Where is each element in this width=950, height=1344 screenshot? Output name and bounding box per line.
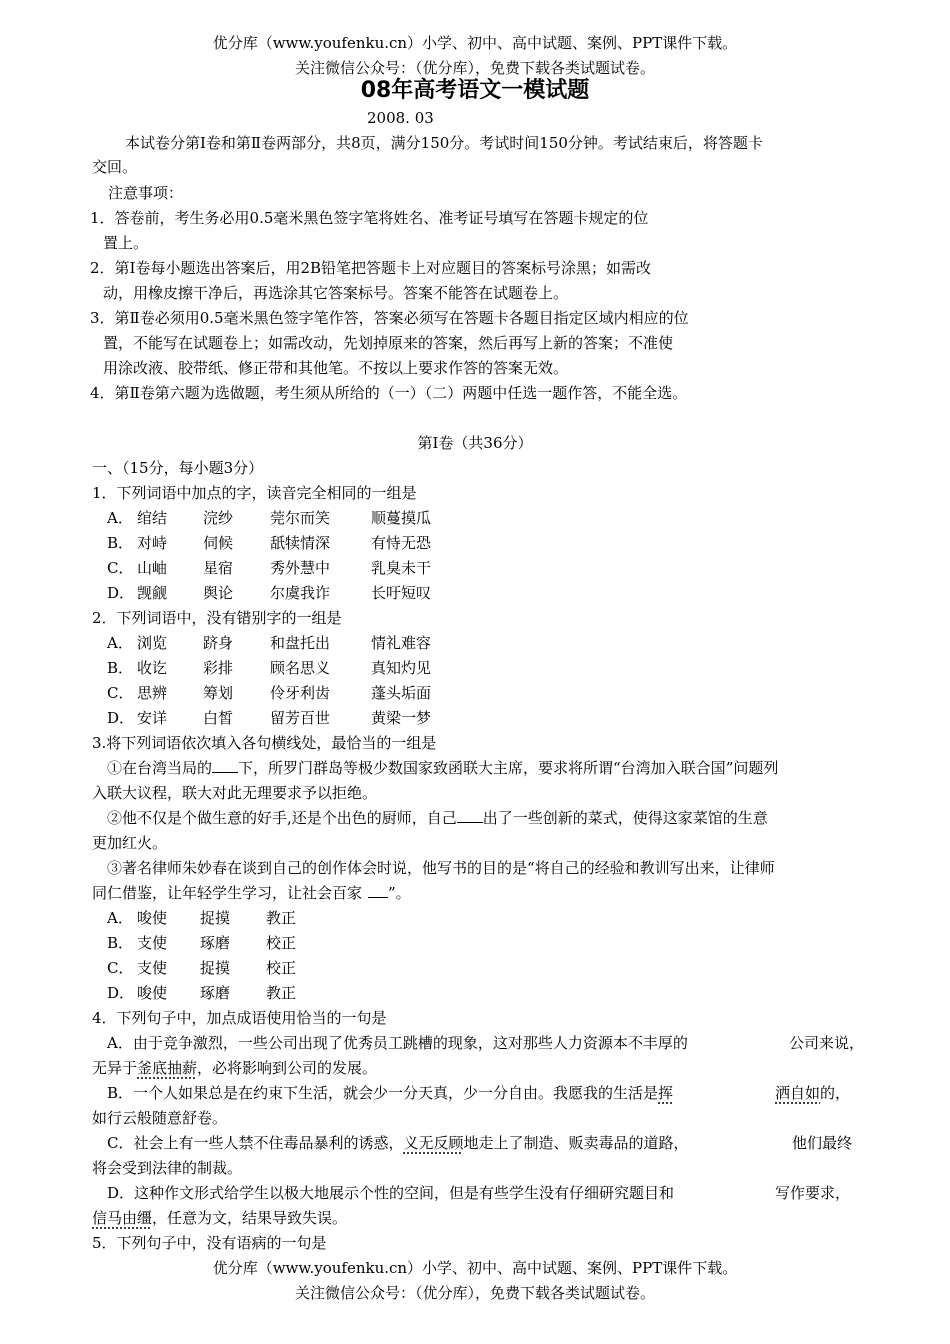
- intro-line-1: 本试卷分第Ⅰ卷和第Ⅱ卷两部分，共8页，满分150分。考试时间150分钟。考试结束后，将答题卡: [125, 134, 763, 152]
- option-word: 有恃无恐: [371, 534, 432, 552]
- option-word: 教正: [266, 909, 297, 927]
- dotted-idiom: 洒自如: [775, 1084, 821, 1102]
- q3-s3-part: ”。: [388, 884, 411, 902]
- q3-s2-part: 出了一些创新的菜式，使得这家菜馆的生意: [482, 809, 768, 827]
- q4-stem: 4．下列句子中，加点成语使用恰当的一句是: [92, 1009, 387, 1027]
- option-label: C．: [107, 559, 134, 577]
- option-word: 彩排: [203, 659, 234, 677]
- option-label: B．: [107, 934, 134, 952]
- q4-option-a: A．由于竞争激烈，一些公司出现了优秀员工跳槽的现象，这对那些人力资源本不丰厚的: [107, 1034, 688, 1052]
- option-word: 情礼难容: [371, 634, 432, 652]
- option-word: 唆使: [137, 984, 168, 1002]
- intro-line-2: 交回。: [92, 158, 138, 176]
- text-run: ，任意为文，结果导致失误。: [152, 1209, 348, 1227]
- option-label: C．: [107, 959, 134, 977]
- note-line: 1．答卷前，考生务必用0.5毫米黑色签字笔将姓名、准考证号填写在答题卡规定的位: [90, 209, 649, 227]
- option-word: 长吁短叹: [371, 584, 432, 602]
- note-line: 置，不能写在试题卷上；如需改动，先划掉原来的答案，然后再写上新的答案；不准使: [103, 334, 674, 352]
- option-word: 乳臭未干: [371, 559, 432, 577]
- q3-stem: 3.将下列词语依次填入各句横线处，最恰当的一组是: [92, 734, 437, 752]
- q1-stem: 1．下列词语中加点的字，读音完全相同的一组是: [92, 484, 417, 502]
- option-word: 支使: [137, 959, 168, 977]
- option-word: 留芳百世: [270, 709, 331, 727]
- option-word: 白皙: [203, 709, 234, 727]
- q4-option-c-tail: 他们最终: [792, 1134, 853, 1152]
- fill-blank: [368, 883, 388, 898]
- option-label: A．: [107, 634, 133, 652]
- q3-s2-part: ②他不仅是个做生意的好手,还是个出色的厨师，自己: [107, 809, 457, 827]
- option-word: 黄梁一梦: [371, 709, 432, 727]
- q3-sentence-3-cont: [92, 883, 411, 903]
- q2-stem: 2．下列词语中，没有错别字的一组是: [92, 609, 342, 627]
- dotted-idiom: 义无反顾: [403, 1134, 464, 1152]
- option-word: 舆论: [203, 584, 234, 602]
- option-word: 浣纱: [203, 509, 234, 527]
- option-label: B．: [107, 659, 134, 677]
- option-word: 舐犊情深: [270, 534, 331, 552]
- option-word: 琢磨: [200, 934, 231, 952]
- option-word: 捉摸: [200, 909, 231, 927]
- option-label: D．: [107, 984, 135, 1002]
- fill-blank: [212, 758, 238, 773]
- dotted-idiom: 挥: [658, 1084, 674, 1102]
- option-word: 安详: [137, 709, 168, 727]
- option-label: D．: [107, 584, 135, 602]
- option-word: 顾名思义: [270, 659, 331, 677]
- text-run: 地走上了制造、贩卖毒品的道路，: [463, 1134, 689, 1152]
- option-word: 蓬头垢面: [371, 684, 432, 702]
- option-label: B．: [107, 534, 134, 552]
- option-word: 校正: [266, 959, 297, 977]
- q3-sentence-2: [107, 808, 768, 828]
- q3-sentence-1: [107, 758, 778, 778]
- dotted-idiom: 信马由缰: [92, 1209, 153, 1227]
- header-line-1: 优分库（www.youfenku.cn）小学、初中、高中试题、案例、PPT课件下载。: [212, 34, 738, 52]
- q3-s1-part: 下，所罗门群岛等极少数国家致函联大主席，要求将所谓“台湾加入联合国”问题列: [238, 759, 779, 777]
- option-word: 和盘托出: [270, 634, 331, 652]
- option-word: 秀外慧中: [270, 559, 331, 577]
- header-line-2: 关注微信公众号：（优分库），免费下载各类试题试卷。: [294, 59, 655, 77]
- q5-stem: 5．下列句子中，没有语病的一句是: [92, 1234, 327, 1252]
- q4-option-c: [107, 1133, 689, 1153]
- option-word: 收讫: [137, 659, 168, 677]
- note-line: 用涂改液、胶带纸、修正带和其他笔。不按以上要求作答的答案无效。: [103, 359, 569, 377]
- option-label: A．: [107, 509, 133, 527]
- footer-line-2: 关注微信公众号：（优分库），免费下载各类试题试卷。: [294, 1284, 655, 1302]
- fill-blank: [457, 808, 483, 823]
- exam-title: 08年高考语文一模试题: [360, 78, 590, 103]
- option-word: 校正: [266, 934, 297, 952]
- option-word: 顺蔓摸瓜: [371, 509, 432, 527]
- q3-s3-part: 同仁借鉴，让年轻学生学习，让社会百家: [92, 884, 363, 902]
- section-title: 第Ⅰ卷（共36分）: [417, 434, 533, 452]
- note-line: 置上。: [103, 234, 149, 252]
- option-word: 唆使: [137, 909, 168, 927]
- q4-option-a-cont: [92, 1058, 377, 1078]
- option-label: A．: [107, 909, 133, 927]
- text-run: C．社会上有一些人禁不住毒品暴利的诱惑，: [107, 1134, 404, 1152]
- q4-option-b-tail: [775, 1083, 850, 1103]
- q4-option-d-cont: [92, 1208, 347, 1228]
- q4-option-c-cont: 将会受到法律的制裁。: [92, 1159, 243, 1177]
- footer-line-1: 优分库（www.youfenku.cn）小学、初中、高中试题、案例、PPT课件下载。: [212, 1259, 738, 1277]
- q4-option-b-cont: 如行云般随意舒卷。: [92, 1109, 228, 1127]
- option-word: 思辨: [137, 684, 168, 702]
- option-word: 教正: [266, 984, 297, 1002]
- option-word: 绾结: [137, 509, 168, 527]
- text-run: 的，: [820, 1084, 851, 1102]
- q3-sentence-3: ③著名律师朱妙春在谈到自己的创作体会时说，他写书的目的是“将自己的经验和教训写出来，让律师: [107, 859, 775, 877]
- q3-sentence-2-cont: 更加红火。: [92, 834, 168, 852]
- note-line: 3．第Ⅱ卷必须用0.5毫米黑色签字笔作答，答案必须写在答题卡各题目指定区域内相应的位: [90, 309, 689, 327]
- option-word: 捉摸: [200, 959, 231, 977]
- option-word: 觊觎: [137, 584, 168, 602]
- option-label: D．: [107, 709, 135, 727]
- option-word: 山岫: [137, 559, 168, 577]
- option-label: C．: [107, 684, 134, 702]
- text-run: B．一个人如果总是在约束下生活，就会少一分天真，少一分自由。我愿我的生活是: [107, 1084, 659, 1102]
- option-word: 琢磨: [200, 984, 231, 1002]
- q4-option-d: D．这种作文形式给学生以极大地展示个性的空间，但是有些学生没有仔细研究题目和: [107, 1184, 675, 1202]
- part-heading: 一、（15分，每小题3分）: [92, 459, 264, 477]
- option-word: 伶牙利齿: [270, 684, 331, 702]
- q4-option-d-tail: 写作要求，: [775, 1184, 851, 1202]
- q3-sentence-1-cont: 入联大议程，联大对此无理要求予以拒绝。: [92, 784, 378, 802]
- option-word: 星宿: [203, 559, 234, 577]
- note-line: 2．第Ⅰ卷每小题选出答案后，用2B铅笔把答题卡上对应题目的答案标号涂黑；如需改: [90, 259, 652, 277]
- q4-option-a-tail: 公司来说，: [789, 1034, 865, 1052]
- text-run: ，必将影响到公司的发展。: [197, 1059, 378, 1077]
- text-run: 无异于: [92, 1059, 138, 1077]
- note-line: 4．第Ⅱ卷第六题为选做题，考生须从所给的（一）（二）两题中任选一题作答，不能全选。: [90, 384, 688, 402]
- note-line: 动，用橡皮擦干净后，再选涂其它答案标号。答案不能答在试题卷上。: [103, 284, 569, 302]
- option-word: 对峙: [137, 534, 168, 552]
- dotted-idiom: 釜底抽薪: [137, 1059, 198, 1077]
- exam-date: 2008. 03: [367, 109, 434, 127]
- option-word: 真知灼见: [371, 659, 432, 677]
- option-word: 浏览: [137, 634, 168, 652]
- notes-title: 注意事项：: [108, 184, 184, 202]
- option-word: 筹划: [203, 684, 234, 702]
- q3-s1-part: ①在台湾当局的: [107, 759, 213, 777]
- option-word: 尔虞我诈: [270, 584, 331, 602]
- q4-option-b: [107, 1083, 673, 1103]
- option-word: 伺候: [203, 534, 234, 552]
- option-word: 支使: [137, 934, 168, 952]
- option-word: 莞尔而笑: [270, 509, 331, 527]
- option-word: 跻身: [203, 634, 234, 652]
